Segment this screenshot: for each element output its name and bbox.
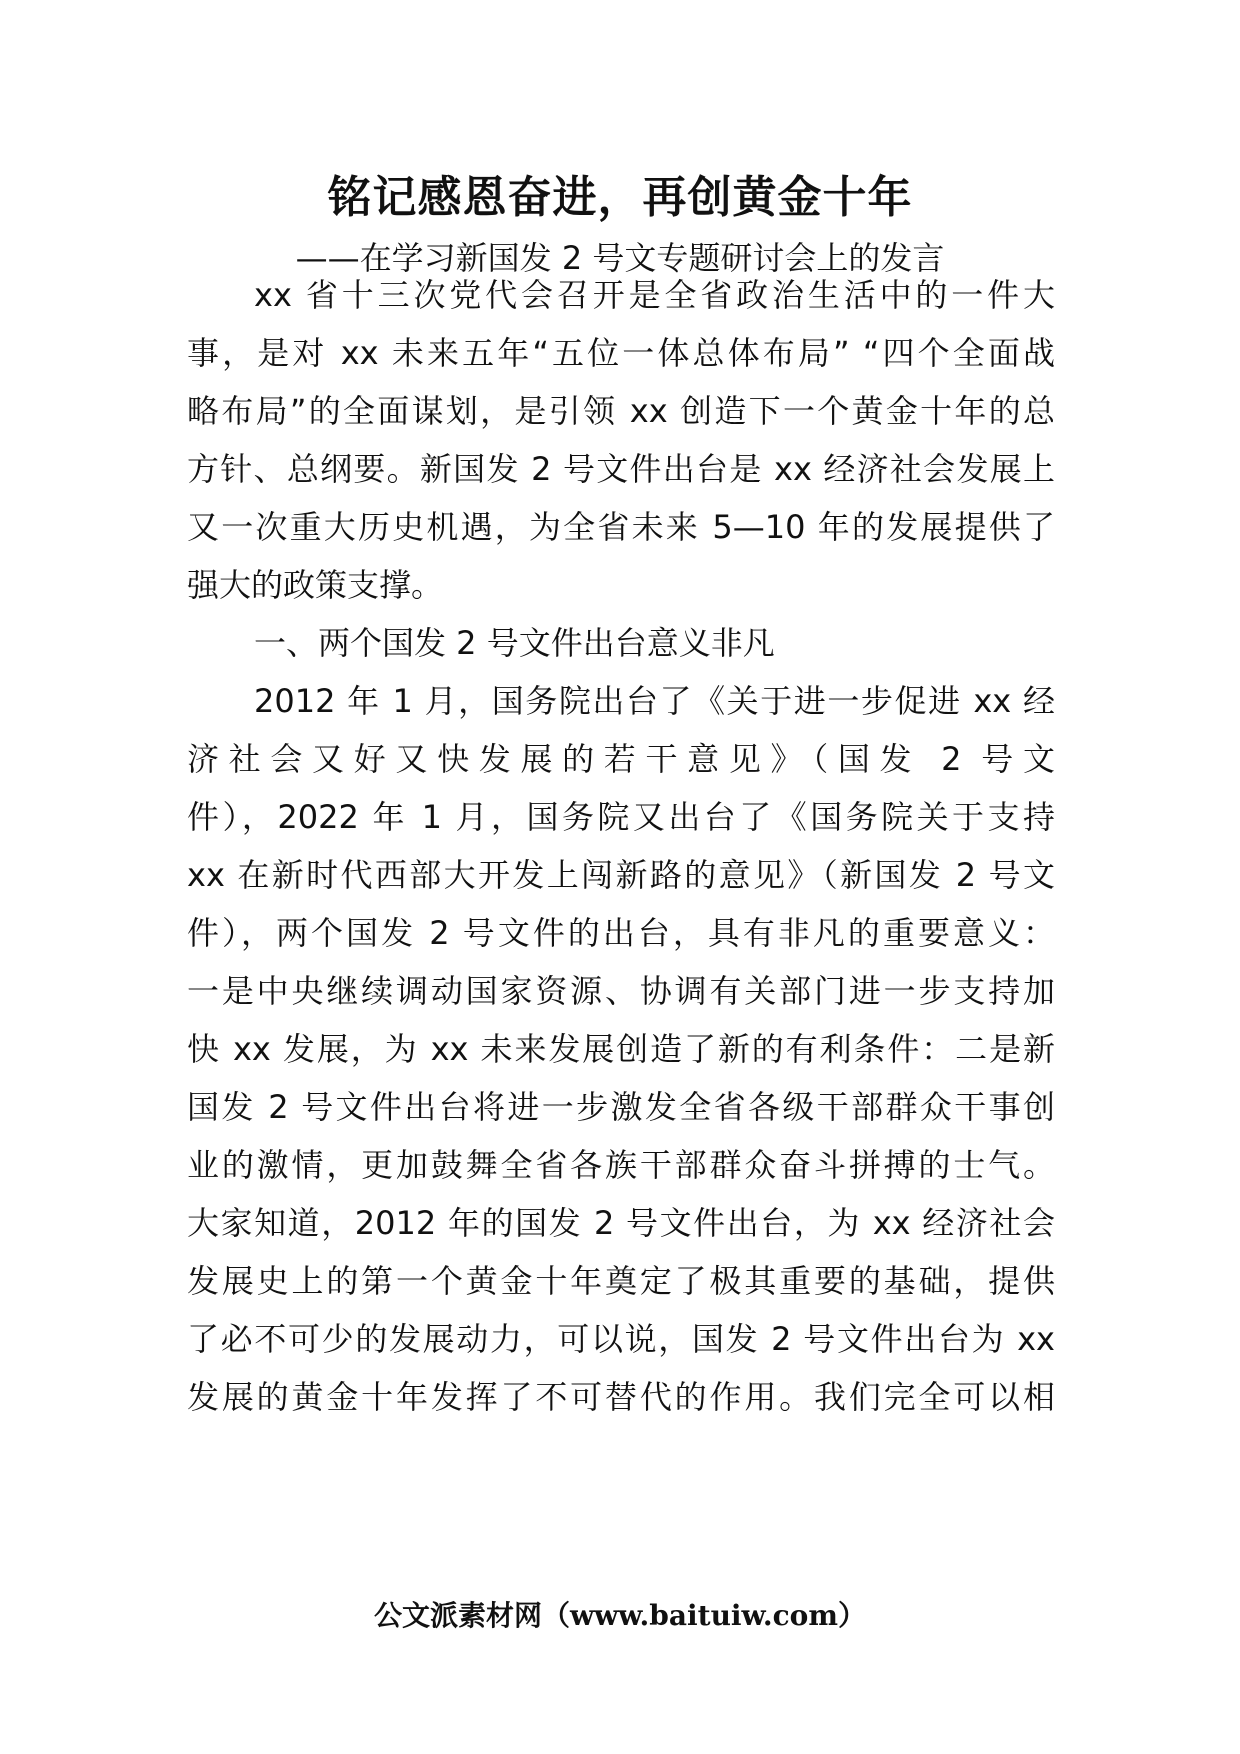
body-line: 又一次重大历史机遇，为全省未来 5—10 年的发展提供了 [187, 508, 1055, 546]
body-line: 略布局”的全面谋划，是引领 xx 创造下一个黄金十年的总 [187, 392, 1055, 430]
body-line: 发展史上的第一个黄金十年奠定了极其重要的基础，提供 [187, 1262, 1055, 1300]
footer-watermark-text: 公文派素材网（www.baituiw.com） [374, 1599, 866, 1632]
body-line: 国发 2 号文件出台将进一步激发全省各级干部群众干事创 [187, 1088, 1055, 1126]
body-line: 发展的黄金十年发挥了不可替代的作用。我们完全可以相 [187, 1378, 1055, 1416]
body-line: 件），2022 年 1 月，国务院又出台了《国务院关于支持 [187, 798, 1055, 836]
body-line: 件），两个国发 2 号文件的出台，具有非凡的重要意义： [187, 914, 1055, 952]
body-line: 一是中央继续调动国家资源、协调有关部门进一步支持加 [187, 972, 1055, 1010]
body-line: 方针、总纲要。新国发 2 号文件出台是 xx 经济社会发展上 [187, 450, 1055, 488]
body-line: xx 省十三次党代会召开是全省政治生活中的一件大 [254, 276, 1055, 314]
body-line: 2012 年 1 月，国务院出台了《关于进一步促进 xx 经 [254, 682, 1055, 720]
document-title: 铭记感恩奋进，再创黄金十年 [327, 172, 913, 223]
body-line: 快 xx 发展，为 xx 未来发展创造了新的有利条件：二是新 [187, 1030, 1055, 1068]
document-subtitle: ——在学习新国发 2 号文专题研讨会上的发言 [295, 239, 945, 277]
body-line: 业的激情，更加鼓舞全省各族干部群众奋斗拼搏的士气。 [187, 1146, 1055, 1184]
body-line: 了必不可少的发展动力，可以说，国发 2 号文件出台为 xx [187, 1320, 1055, 1358]
body-line: 事，是对 xx 未来五年“五位一体总体布局” “四个全面战 [187, 334, 1055, 372]
body-line: 强大的政策支撑。 [187, 566, 444, 604]
body-line: 济社会又好又快发展的若干意见》（国发 2 号文 [187, 740, 1055, 778]
section-heading: 一、两个国发 2 号文件出台意义非凡 [254, 624, 775, 662]
body-line: xx 在新时代西部大开发上闯新路的意见》（新国发 2 号文 [187, 856, 1055, 894]
body-line: 大家知道，2012 年的国发 2 号文件出台，为 xx 经济社会 [187, 1204, 1055, 1242]
